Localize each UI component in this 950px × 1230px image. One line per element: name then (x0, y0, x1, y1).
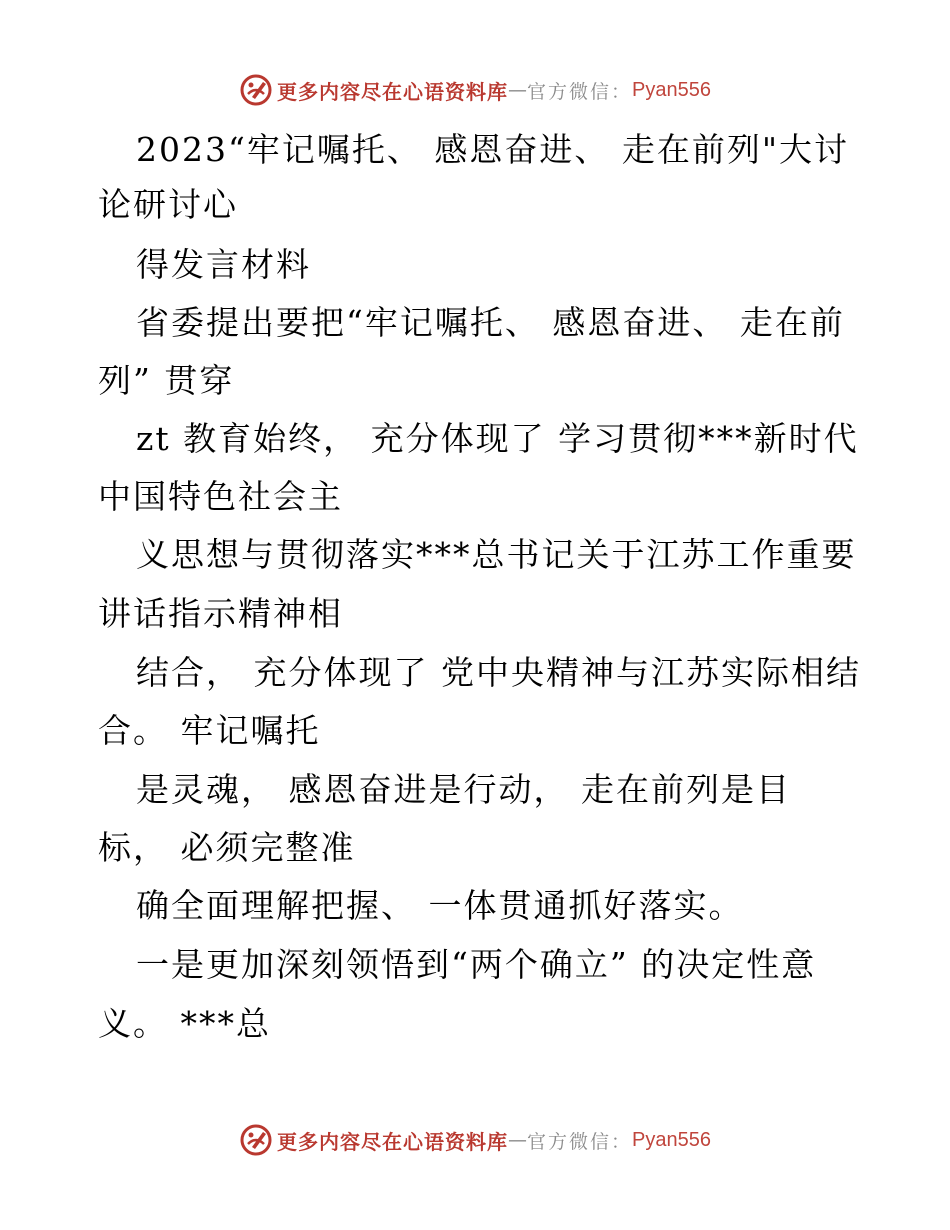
body-line: 结合， 充分体现了 党中央精神与江苏实际相结 (136, 653, 861, 692)
banner-site-text: 更多内容尽在心语资料库 (277, 79, 508, 104)
banner-wechat-label: 官方微信： (527, 80, 633, 103)
body-line: 2023“牢记嘱托、 感恩奋进、 走在前列"大讨 (136, 130, 850, 169)
body-line: 论研讨心 (98, 185, 238, 224)
book-pen-logo-icon (239, 1123, 273, 1157)
body-line: 列” 贯穿 (98, 361, 235, 400)
body-line: 得发言材料 (136, 245, 311, 284)
body-line: 合。 牢记嘱托 (98, 711, 321, 750)
banner-dash: — (508, 1129, 527, 1151)
body-line: 确全面理解把握、 一体贯通抓好落实。 (136, 886, 744, 925)
banner-site-text: 更多内容尽在心语资料库 (277, 1129, 508, 1154)
body-line: 中国特色社会主 (98, 477, 343, 516)
body-line: 一是更加深刻领悟到“两个确立” 的决定性意 (136, 945, 817, 984)
banner-wechat-id: Pyan556 (632, 78, 711, 101)
header-banner (0, 70, 950, 110)
body-line: zt 教育始终， 充分体现了 学习贯彻***新时代 (136, 419, 859, 458)
body-line: 义。 ***总 (98, 1004, 271, 1043)
footer-banner (0, 1120, 950, 1160)
banner-wechat-id: Pyan556 (632, 1128, 711, 1151)
banner-dash: — (508, 79, 527, 101)
body-line: 义思想与贯彻落实***总书记关于江苏工作重要 (136, 535, 857, 574)
body-line: 讲话指示精神相 (98, 594, 343, 633)
body-line: 是灵魂， 感恩奋进是行动， 走在前列是目 (136, 770, 791, 809)
body-line: 标， 必须完整准 (98, 828, 356, 867)
banner-wechat-label: 官方微信： (527, 1130, 633, 1153)
body-line: 省委提出要把“牢记嘱托、 感恩奋进、 走在前 (136, 303, 845, 342)
book-pen-logo-icon (239, 73, 273, 107)
